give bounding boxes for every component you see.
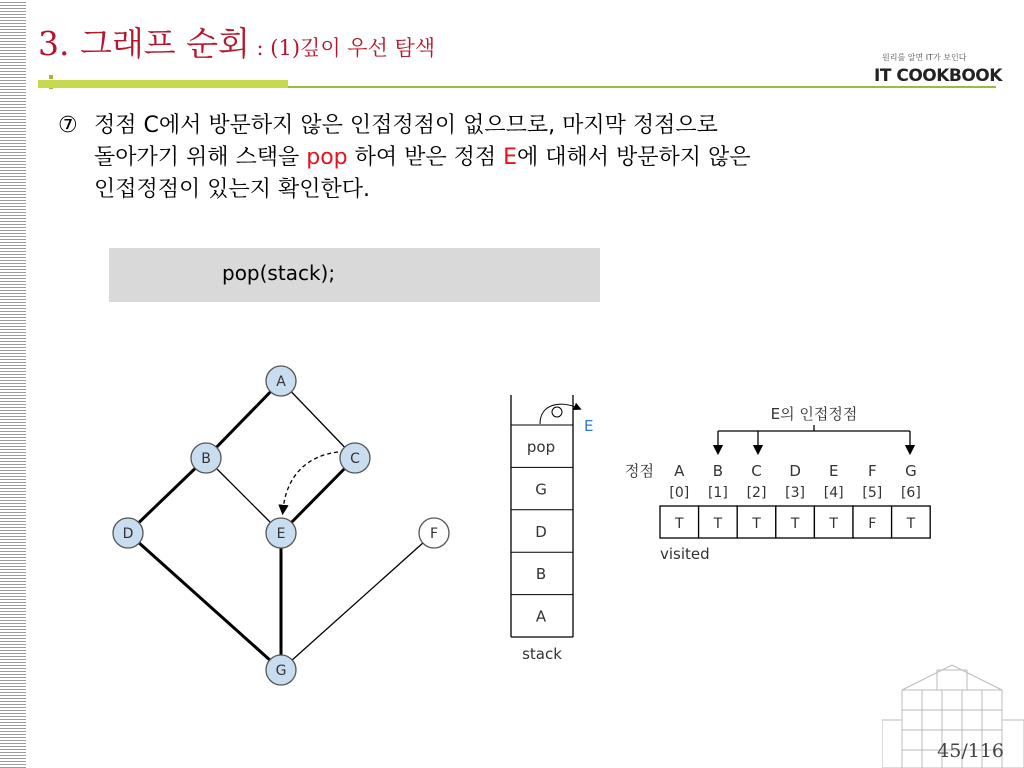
vertex-label: B: [712, 462, 724, 480]
edge-c-e: [281, 458, 355, 533]
body-line-3: 인접정점이 있는지 확인한다.: [94, 177, 371, 202]
visited-column: [776, 462, 815, 538]
index-label: [3]: [785, 485, 806, 501]
vertex-label: F: [867, 462, 877, 480]
edge-a-c: [281, 381, 355, 458]
edge-b-d: [128, 458, 206, 533]
stack-cell: [511, 510, 573, 541]
node-f: [419, 518, 449, 548]
node-label: C: [350, 451, 360, 467]
node-d: [113, 518, 143, 548]
stack-cell: [511, 552, 573, 583]
vertex-label: G: [905, 462, 917, 480]
logo-brand: IT COOKBOOK: [874, 66, 1002, 86]
visited-value: T: [906, 516, 916, 532]
stack: [511, 395, 593, 663]
body-line-2-a: 돌아가기 위해 스택을: [94, 145, 307, 170]
visited-column: [892, 462, 931, 538]
body-line-1: 정점 C에서 방문하지 않은 인접정점이 없으므로, 마지막 정점으로: [94, 113, 718, 138]
stack-cell-label: D: [535, 522, 547, 541]
pop-circle: [552, 407, 562, 417]
title-sub: : (1)깊이 우선 탐색: [249, 36, 436, 60]
stack-cell-label: B: [535, 565, 547, 584]
index-label: [4]: [823, 485, 844, 501]
vertex-label: E: [828, 462, 839, 480]
index-label: [0]: [669, 485, 690, 501]
visited-column: [814, 462, 853, 538]
popped-label: E: [584, 417, 594, 435]
visited-value: F: [868, 516, 877, 532]
stack-cell-label: A: [535, 607, 547, 626]
vertex-label: D: [789, 462, 801, 480]
edge-d-g: [128, 533, 281, 670]
body-line-2-b: 하여 받은 정점: [347, 145, 504, 170]
visited-value: T: [675, 516, 684, 532]
visited-value: T: [790, 516, 800, 532]
node-label: G: [275, 663, 287, 679]
node-label: A: [276, 374, 286, 390]
visited-value: T: [713, 516, 723, 532]
index-label: [5]: [862, 485, 883, 501]
node-label: E: [276, 526, 286, 542]
vertex-label: A: [674, 462, 685, 480]
vertex-row-label: 정점: [625, 462, 654, 480]
stack-caption: stack: [522, 645, 562, 663]
logo-tagline: 원리를 알면 IT가 보인다: [882, 53, 967, 62]
visited-column: [853, 462, 892, 538]
stack-cell: [511, 467, 573, 498]
stack-cell: [527, 438, 555, 456]
node-label: B: [201, 451, 211, 467]
edge-a-b: [206, 381, 281, 458]
stack-cell: [511, 595, 573, 626]
visited-array: [625, 405, 930, 563]
step-number: ⑦: [58, 113, 78, 138]
node-g: [266, 655, 296, 685]
node-c: [340, 443, 370, 473]
index-label: [1]: [707, 485, 728, 501]
node-a: [266, 366, 296, 396]
page-number: 45/116: [937, 740, 1004, 762]
code-text: pop(stack);: [222, 261, 336, 285]
pop-highlight: pop: [306, 145, 348, 170]
node-e: [266, 518, 296, 548]
index-label: [6]: [900, 485, 921, 501]
node-label: D: [122, 526, 134, 542]
edge-b-e: [206, 458, 281, 533]
title-main: 3. 그래프 순회: [38, 24, 250, 63]
adjacent-header: E의 인접정점: [770, 405, 858, 423]
visited-column: [737, 462, 776, 538]
visited-column: [660, 462, 699, 538]
node-label: F: [429, 526, 439, 542]
stack-cell-label: G: [535, 480, 547, 499]
stack-cell-label: pop: [526, 438, 556, 456]
body-line-2-c: 에 대해서 방문하지 않은: [517, 145, 751, 170]
edge-f-g: [281, 533, 434, 670]
visited-caption: visited: [660, 545, 710, 563]
vertex-label: C: [751, 462, 762, 480]
visited-column: [699, 462, 738, 538]
vertex-e-highlight: E: [503, 145, 518, 170]
index-label: [2]: [746, 485, 767, 501]
visited-value: T: [752, 516, 761, 532]
node-b: [191, 443, 221, 473]
visited-value: T: [829, 516, 838, 532]
